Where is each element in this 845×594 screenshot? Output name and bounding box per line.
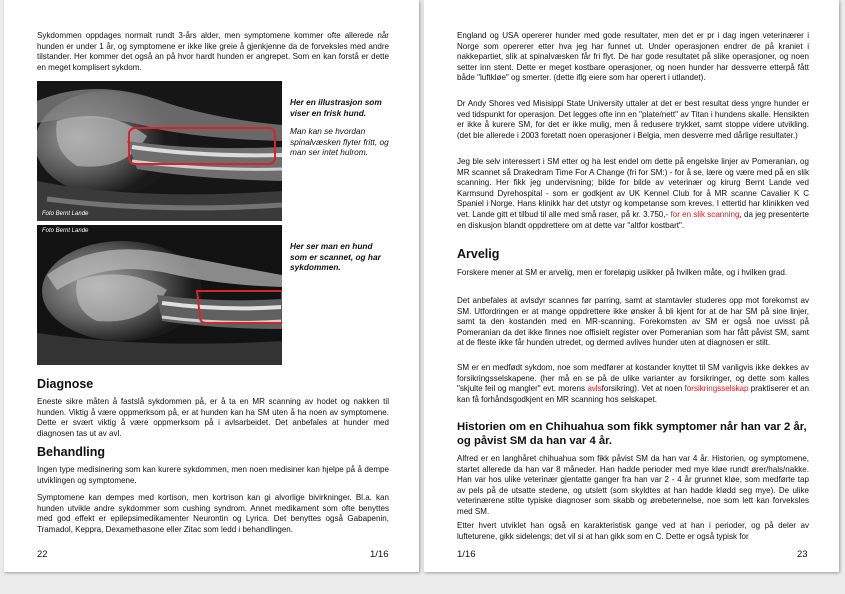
arvelig3-text-a: SM er en medfødt sykdom, noe som medfører at kostander knyttet til SM vanligvis ikke dekkes av forsikringsselskapene. (her må en se på de ulike varianter av forsikringer, og dette som kalles "skjulte feil og mangler" evt. morens	[457, 363, 809, 394]
arvelig-paragraph-1: Forskere mener at SM er arvelig, men er foreløpig usikker på hvilken måte, og i hvilken grad.	[457, 268, 788, 277]
arvelig-paragraph-2: Det anbefales at avlsdyr scannes før parring, samt at stamtavler studeres opp mot forekomst av SM. Utfordringen er at mange oppdrettere ikke ønsker å bli kjent for at de har SM på sine linjer, samt ta den kostanden med en MR-scanning. Forekomsten av SM er også noe uvisst på Pomeranian da det ikke finnes noe offisielt register over Pomeranian som har fått påvist SM, samt at de fleste ikke får hunden utredet, og dermed avlives hunder uten at diagnosen er stilt.	[457, 296, 809, 348]
personal-text-b: , da jeg presenterte en diskusjon blandt oppdrettere om at dette var "altfor kostbart".	[457, 209, 809, 230]
avls-highlight: avls	[587, 384, 602, 394]
operation-paragraph: England og USA opererer hunder med gode resultater, men det er pr i dag ingen veterinærer i Norge som opererer etter hva jeg har funnet ut. Under operasjonen endrer de på kraniet i nakkepartiet, slik at spinalvæsken får fri flyt. De har gode resultatet på slike operasjoner, og noen setter inn stent. Dette er meget kostbare operasjoner, og noen hunder har dessverre etterpå fått både "luftkløe" og smerter. (dette iflg eiere som har operert i utlandet).	[457, 31, 809, 83]
mri-scan-healthy-graphic	[37, 81, 282, 221]
mri-scan-diseased-graphic	[37, 225, 282, 365]
personal-text-a: Jeg ble selv interessert i SM etter og ha lest endel om dette på engelske linjer av Pomeranian, og MR scannet så Drakedram Time For A Change (fri for SM:) - for å se, lære og være med på en slik scanning. Her fikk jeg undervisning; bilde for bilde av veterinær og kirurg Bernt Lande ved Karmsund Dyrehospital - som er godkjent av UK Kennel Club for å MR scanne Cavalier K C Spaniel i Norge. Hans klinikk har det utstyr og kompetanse som kreves. I ettertid har klinikken ved vet. Lande gitt et tilbud til alle med små raser, på kr. 3.750,-	[457, 157, 809, 219]
page-counter-left: 1/16	[370, 549, 389, 560]
arvelig-heading: Arvelig	[457, 247, 500, 261]
figure1-caption-bold: Her en illustrasjon som viser en frisk hund.	[290, 97, 382, 118]
shores-paragraph: Dr Andy Shores ved Misisippi State University uttaler at det er best resultat dess yngre hunder er ved tidspunkt for operasjon. Det legges ofte inn en "plate/nett" av Titan i hundens skalle. Hensikten er ikke å kurere SM, for det er ikke mulig, men å redusere trykket, samt stoppe videre utvikling. (det ble allerede i 2003 foretatt noen operasjoner i Belgia, men desverre med dårlige resultater.)	[457, 99, 809, 140]
mri-image-healthy	[37, 81, 282, 221]
intro-paragraph: Sykdommen oppdages normalt rundt 3-års alder, men symptomene kommer ofte allerede når hunden er under 1 år, og symptomene er ikke like greie å gjenkjenne da de forveksles med andre tilstander. Her kommer det også an på hvor hardt hunden er angrepet. Som en kan forstå er dette en meget komplisert sykdom.	[37, 31, 389, 72]
arvelig-paragraph-3	[457, 363, 809, 405]
figure1-caption-text: Man kan se hvordan spinalvæsken flyter fritt, og man ser intet hulrom.	[290, 126, 389, 157]
history-paragraph-2: Etter hvert utviklet han også en karakteristisk gange ved at han i perioder, og på deler av lufteturene, gikk sidelengs; det vil si at han gikk som en C. Dette er også typisk for	[457, 521, 809, 541]
figure2-caption-bold: Her ser man en hund som er scannet, og har sykdommen.	[290, 241, 381, 272]
photo-credit-2: Foto Bernt Lande	[42, 228, 89, 234]
diagnose-heading: Diagnose	[37, 377, 94, 391]
diagnose-paragraph: Eneste sikre måten å fastslå sykdommen på, er å ta en MR scanning av hodet og nakken til hunden. Viktig å være oppmerksom på, er at hunden kan ha SM uten å ha noen av symptomene. Dette er svært viktig å være oppmerksom på i avlsarbeidet. Det anbefales at hunder med diagnosen tas ut av avl.	[37, 397, 389, 438]
figure1-caption	[290, 97, 390, 158]
left-page	[4, 0, 419, 572]
history-heading: Historien om en Chihuahua som fikk symptomer når han var 2 år, og påvist SM da han var 4 år.	[457, 421, 807, 447]
behandling-paragraph-2: Symptomene kan dempes med kortison, men kortrison kan gi alvorlige bivirkninger. Bl.a. kan hunden utvikle andre sykdommer som cushing syndrom. Annet medikament som ofte benyttes med god effekt er epilepsimedikamenter Neurontin og Lyrica. Det benyttes også Gabapenin, Tramadol, Keppra, Dexamethasone eller Zitac som ledd i behandlingen.	[37, 493, 389, 534]
behandling-paragraph-1: Ingen type medisinering som kan kurere sykdommen, men noen medisiner kan hjelpe på å dempe utviklingen og symptomene.	[37, 465, 389, 485]
page-number-right: 23	[797, 549, 808, 560]
behandling-heading: Behandling	[37, 445, 106, 459]
mri-image-diseased	[37, 225, 282, 365]
forsikringsselskap-highlight: forsikringsselskap	[684, 384, 749, 394]
arvelig3-text-c: praktiserer et an kan få forhåndsgodkjent en MR scanning hos selskapet.	[457, 384, 810, 404]
page-number-left: 22	[37, 549, 48, 560]
figure2-caption	[290, 241, 390, 273]
personal-paragraph	[457, 157, 809, 231]
photo-credit-1: Foto Bernt Lande	[42, 211, 89, 217]
arvelig3-text-b: forsikring). Vet at noen	[601, 384, 685, 394]
history-paragraph-1: Alfred er en langhåret chihuahua som fikk påvist SM da han var 4 år. Historien, og symptomene, startet allerede da han var 8 måneder. Han hadde perioder med mye kløe rundt ører/hals/nakke. Han var hos ulike veterinær gjentatte ganger fra han var 2 - 4 år grunnet kløe, som medførte tap av pels på de utsatte stedene, og utslett (som skyldtes at han hadde klødd seg mye). De ulike veterinærene stilte typiske diagnoser som skabb og ørebetennelse, noe som lett kan forveksles med SM.	[457, 454, 809, 516]
right-page	[424, 0, 839, 572]
scan-price-highlight: for en slik scanning	[670, 209, 740, 219]
page-counter-right: 1/16	[457, 549, 476, 560]
